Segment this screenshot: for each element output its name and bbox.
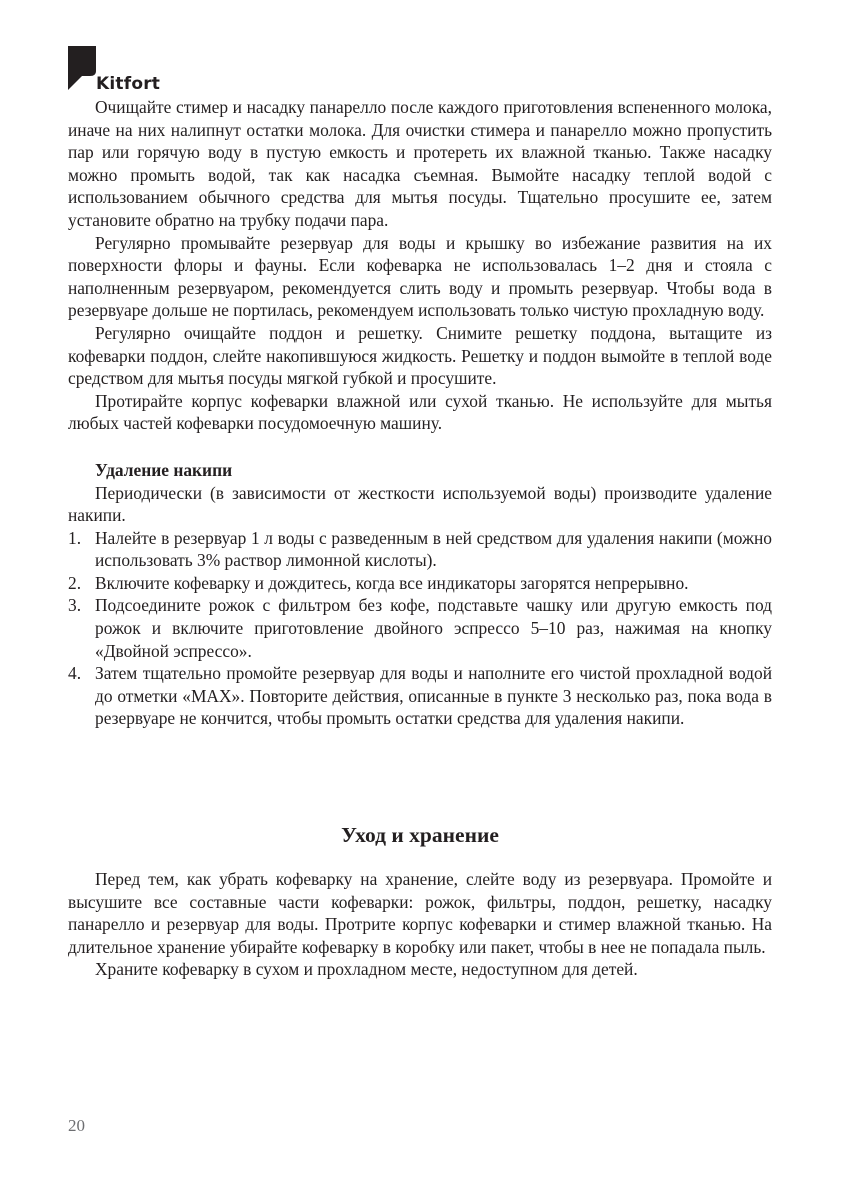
descaling-heading: Удаление накипи [95, 459, 233, 480]
step-text: Включите кофеварку и дождитесь, когда все индикаторы загорятся непрерывно. [95, 572, 689, 593]
list-item [68, 662, 772, 730]
descaling-steps-list [68, 527, 772, 730]
descaling-intro: Периодически (в зависимости от жесткости используемой воды) производите удаление накипи. [68, 482, 772, 526]
paragraph-storage-place: Храните кофеварку в сухом и прохладном месте, недоступном для детей. [95, 959, 638, 980]
page-number: 20 [68, 1116, 85, 1135]
paragraph-tray-cleaning: Регулярно очищайте поддон и решетку. Снимите решетку поддона, вытащите из кофеварки поддон, слейте накопившуюся жидкость. Решетку и поддон вымойте в теплой воде средством для мытья посуды мягкой губкой и просушите. [68, 322, 772, 389]
care-section-body [68, 868, 772, 981]
step-number: 4. [68, 663, 82, 684]
main-content [68, 96, 772, 730]
kitfort-logo-icon [68, 46, 96, 92]
step-number: 1. [68, 527, 82, 548]
step-number: 2. [68, 572, 82, 593]
paragraph-storage-prep: Перед тем, как убрать кофеварку на хранение, слейте воду из резервуара. Промойте и высушите все составные части кофеварки: рожок, фильтры, поддон, решетку, насадку панарелло и резервуар для воды. Протрите корпус кофеварки и стимер влажной тканью. На длительное хранение убирайте кофеварку в коробку или пакет, чтобы в нее не попадала пыль. [68, 869, 772, 957]
paragraph-body-cleaning: Протирайте корпус кофеварки влажной или сухой тканью. Не используйте для мытья любых частей кофеварки посудомоечную машину. [68, 390, 772, 434]
paragraph-tank-cleaning: Регулярно промывайте резервуар для воды и крышку во избежание развития на их поверхности флоры и фауны. Если кофеварка не использовалась 1–2 дня и стояла с наполненным резервуаром, рекомендуется слить воду и промыть резервуар. Чтобы вода в резервуаре дольше не портилась, рекомендуем использовать только чистую прохладную воду. [68, 232, 772, 321]
section-title-care-storage: Уход и хранение [341, 823, 499, 847]
step-text: Подсоедините рожок с фильтром без кофе, подставьте чашку или другую емкость под рожок и включите приготовление двойного эспрессо 5–10 раз, нажимая на кнопку «Двойной эспрессо». [95, 595, 772, 661]
step-text: Налейте в резервуар 1 л воды с разведенным в ней средством для удаления накипи (можно использовать 3% раствор лимонной кислоты). [95, 527, 772, 571]
step-number: 3. [68, 595, 82, 616]
paragraph-steamer-cleaning: Очищайте стимер и насадку панарелло после каждого приготовления вспененного молока, иначе на них налипнут остатки молока. Для очистки стимера и панарелло можно пропустить пар или горячую воду в пустую емкость и протереть их влажной тканью. Также насадку можно промыть водой, так как насадка съемная. Вымойте насадку теплой водой с использованием обычного средства для мытья посуды. Тщательно просушите ее, затем установите обратно на трубку подачи пара. [68, 97, 772, 230]
list-item [68, 572, 772, 595]
list-item [68, 527, 772, 572]
brand-logo [68, 46, 178, 96]
list-item [68, 594, 772, 662]
brand-name: Kitfort [96, 74, 161, 94]
step-text: Затем тщательно промойте резервуар для воды и наполните его чистой прохладной водой до отметки «MAX». Повторите действия, описанные в пункте 3 несколько раз, пока вода в резервуаре не кончится, чтобы промыть остатки средства для удаления накипи. [95, 663, 772, 729]
